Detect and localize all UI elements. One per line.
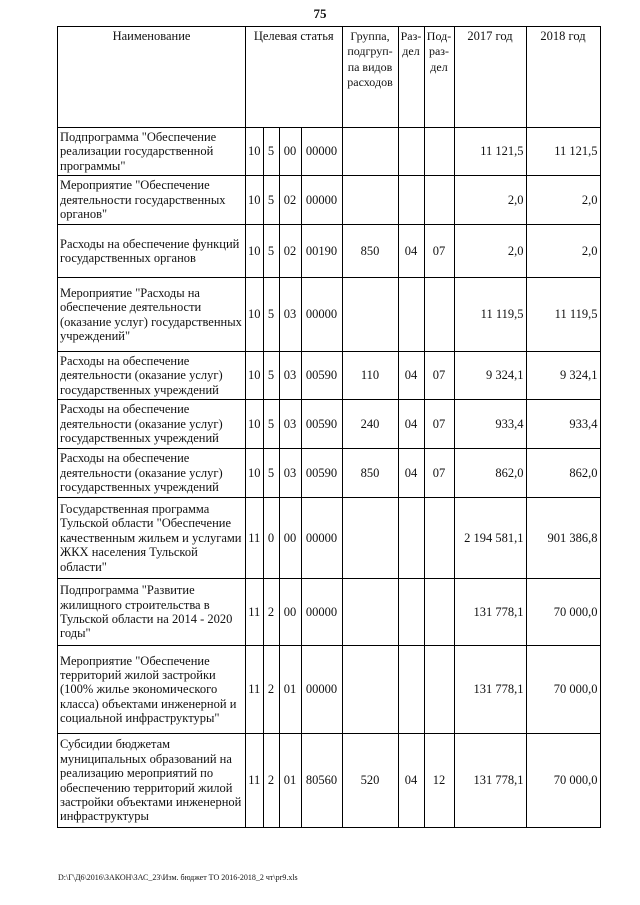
header-group: Группа, подгруп-па видов расходов xyxy=(342,27,398,128)
target-article-subprogram: 2 xyxy=(263,734,279,828)
header-target-article: Целевая статья xyxy=(246,27,343,128)
expense-group xyxy=(342,579,398,646)
row-name: Мероприятие "Обеспечение деятельности государственных органов" xyxy=(58,176,246,225)
section: 04 xyxy=(398,449,424,498)
header-subsection: Под-раз-дел xyxy=(424,27,454,128)
amount-2017: 862,0 xyxy=(454,449,526,498)
subsection xyxy=(424,579,454,646)
amount-2017: 11 121,5 xyxy=(454,128,526,176)
amount-2017: 131 778,1 xyxy=(454,579,526,646)
table-row xyxy=(58,734,601,828)
row-name: Расходы на обеспечение деятельности (оказание услуг) государственных учреждений xyxy=(58,449,246,498)
expense-group xyxy=(342,646,398,734)
target-article-program: 11 xyxy=(246,646,264,734)
expense-group xyxy=(342,498,398,579)
target-article-direction: 00000 xyxy=(301,579,342,646)
target-article-direction: 00590 xyxy=(301,352,342,400)
row-name: Субсидии бюджетам муниципальных образований на реализацию мероприятий по обеспечению территорий жилой застройки объектами инженерной инфраструктуры xyxy=(58,734,246,828)
subsection: 07 xyxy=(424,400,454,449)
target-article-event: 00 xyxy=(279,128,301,176)
target-article-direction: 00590 xyxy=(301,400,342,449)
page-number: 75 xyxy=(313,6,327,21)
amount-2018: 862,0 xyxy=(526,449,600,498)
row-name: Подпрограмма "Обеспечение реализации государственной программы" xyxy=(58,128,246,176)
amount-2017: 2,0 xyxy=(454,176,526,225)
amount-2017: 2 194 581,1 xyxy=(454,498,526,579)
table-row xyxy=(58,400,601,449)
table-row xyxy=(58,128,601,176)
target-article-program: 11 xyxy=(246,734,264,828)
target-article-direction: 80560 xyxy=(301,734,342,828)
target-article-subprogram: 5 xyxy=(263,225,279,278)
target-article-direction: 00190 xyxy=(301,225,342,278)
target-article-direction: 00000 xyxy=(301,646,342,734)
row-name: Расходы на обеспечение функций государственных органов xyxy=(58,225,246,278)
row-name: Расходы на обеспечение деятельности (оказание услуг) государственных учреждений xyxy=(58,400,246,449)
target-article-event: 02 xyxy=(279,176,301,225)
header-name: Наименование xyxy=(58,27,246,128)
header-year-2017: 2017 год xyxy=(454,27,526,128)
subsection: 12 xyxy=(424,734,454,828)
target-article-event: 03 xyxy=(279,400,301,449)
footer-file-path: D:\Г\Д6\2016\ЗАКОН\ЗАС_23\Изм. бюджет ТО 2016-2018_2 чт\pr9.xls xyxy=(58,873,298,882)
target-article-event: 03 xyxy=(279,352,301,400)
target-article-subprogram: 5 xyxy=(263,400,279,449)
table-header-row xyxy=(58,27,601,128)
amount-2018: 70 000,0 xyxy=(526,734,600,828)
target-article-event: 00 xyxy=(279,579,301,646)
amount-2017: 933,4 xyxy=(454,400,526,449)
target-article-program: 10 xyxy=(246,352,264,400)
target-article-program: 11 xyxy=(246,579,264,646)
target-article-subprogram: 2 xyxy=(263,579,279,646)
target-article-subprogram: 0 xyxy=(263,498,279,579)
expense-group xyxy=(342,176,398,225)
expense-group: 240 xyxy=(342,400,398,449)
table-row xyxy=(58,352,601,400)
amount-2017: 9 324,1 xyxy=(454,352,526,400)
target-article-event: 00 xyxy=(279,498,301,579)
target-article-event: 01 xyxy=(279,734,301,828)
table-row xyxy=(58,498,601,579)
target-article-program: 10 xyxy=(246,128,264,176)
target-article-direction: 00590 xyxy=(301,449,342,498)
subsection: 07 xyxy=(424,225,454,278)
budget-table xyxy=(57,26,601,828)
table-row xyxy=(58,579,601,646)
target-article-subprogram: 5 xyxy=(263,278,279,352)
subsection xyxy=(424,176,454,225)
expense-group xyxy=(342,278,398,352)
amount-2018: 11 121,5 xyxy=(526,128,600,176)
amount-2018: 9 324,1 xyxy=(526,352,600,400)
table-body xyxy=(58,128,601,828)
row-name: Подпрограмма "Развитие жилищного строительства в Тульской области на 2014 - 2020 годы" xyxy=(58,579,246,646)
section xyxy=(398,579,424,646)
target-article-program: 10 xyxy=(246,225,264,278)
table-row xyxy=(58,225,601,278)
subsection: 07 xyxy=(424,449,454,498)
target-article-program: 11 xyxy=(246,498,264,579)
target-article-direction: 00000 xyxy=(301,498,342,579)
table-row xyxy=(58,646,601,734)
subsection: 07 xyxy=(424,352,454,400)
amount-2017: 131 778,1 xyxy=(454,734,526,828)
expense-group: 520 xyxy=(342,734,398,828)
target-article-program: 10 xyxy=(246,278,264,352)
table-row xyxy=(58,449,601,498)
target-article-direction: 00000 xyxy=(301,128,342,176)
target-article-subprogram: 5 xyxy=(263,449,279,498)
target-article-event: 03 xyxy=(279,449,301,498)
section: 04 xyxy=(398,352,424,400)
subsection xyxy=(424,646,454,734)
target-article-subprogram: 2 xyxy=(263,646,279,734)
subsection xyxy=(424,498,454,579)
row-name: Мероприятие "Расходы на обеспечение деятельности (оказание услуг) государственных учреждений" xyxy=(58,278,246,352)
amount-2018: 70 000,0 xyxy=(526,579,600,646)
section: 04 xyxy=(398,225,424,278)
section xyxy=(398,278,424,352)
table-row xyxy=(58,176,601,225)
target-article-event: 02 xyxy=(279,225,301,278)
target-article-subprogram: 5 xyxy=(263,352,279,400)
amount-2018: 901 386,8 xyxy=(526,498,600,579)
target-article-program: 10 xyxy=(246,449,264,498)
section xyxy=(398,176,424,225)
target-article-program: 10 xyxy=(246,400,264,449)
expense-group: 110 xyxy=(342,352,398,400)
target-article-subprogram: 5 xyxy=(263,128,279,176)
amount-2017: 11 119,5 xyxy=(454,278,526,352)
row-name: Государственная программа Тульской области "Обеспечение качественным жильем и услугами ЖКХ населения Тульской области" xyxy=(58,498,246,579)
target-article-subprogram: 5 xyxy=(263,176,279,225)
table-row xyxy=(58,278,601,352)
subsection xyxy=(424,278,454,352)
section xyxy=(398,498,424,579)
amount-2018: 2,0 xyxy=(526,225,600,278)
amount-2018: 2,0 xyxy=(526,176,600,225)
section xyxy=(398,646,424,734)
target-article-event: 03 xyxy=(279,278,301,352)
target-article-event: 01 xyxy=(279,646,301,734)
section: 04 xyxy=(398,400,424,449)
subsection xyxy=(424,128,454,176)
section: 04 xyxy=(398,734,424,828)
expense-group: 850 xyxy=(342,449,398,498)
header-section: Раз-дел xyxy=(398,27,424,128)
target-article-direction: 00000 xyxy=(301,278,342,352)
amount-2017: 131 778,1 xyxy=(454,646,526,734)
row-name: Расходы на обеспечение деятельности (оказание услуг) государственных учреждений xyxy=(58,352,246,400)
amount-2018: 70 000,0 xyxy=(526,646,600,734)
section xyxy=(398,128,424,176)
amount-2017: 2,0 xyxy=(454,225,526,278)
target-article-direction: 00000 xyxy=(301,176,342,225)
row-name: Мероприятие "Обеспечение территорий жилой застройки (100% жилье экономического класса) объектами инженерной и социальной инфраструктуры" xyxy=(58,646,246,734)
target-article-program: 10 xyxy=(246,176,264,225)
amount-2018: 11 119,5 xyxy=(526,278,600,352)
expense-group: 850 xyxy=(342,225,398,278)
amount-2018: 933,4 xyxy=(526,400,600,449)
header-year-2018: 2018 год xyxy=(526,27,600,128)
expense-group xyxy=(342,128,398,176)
